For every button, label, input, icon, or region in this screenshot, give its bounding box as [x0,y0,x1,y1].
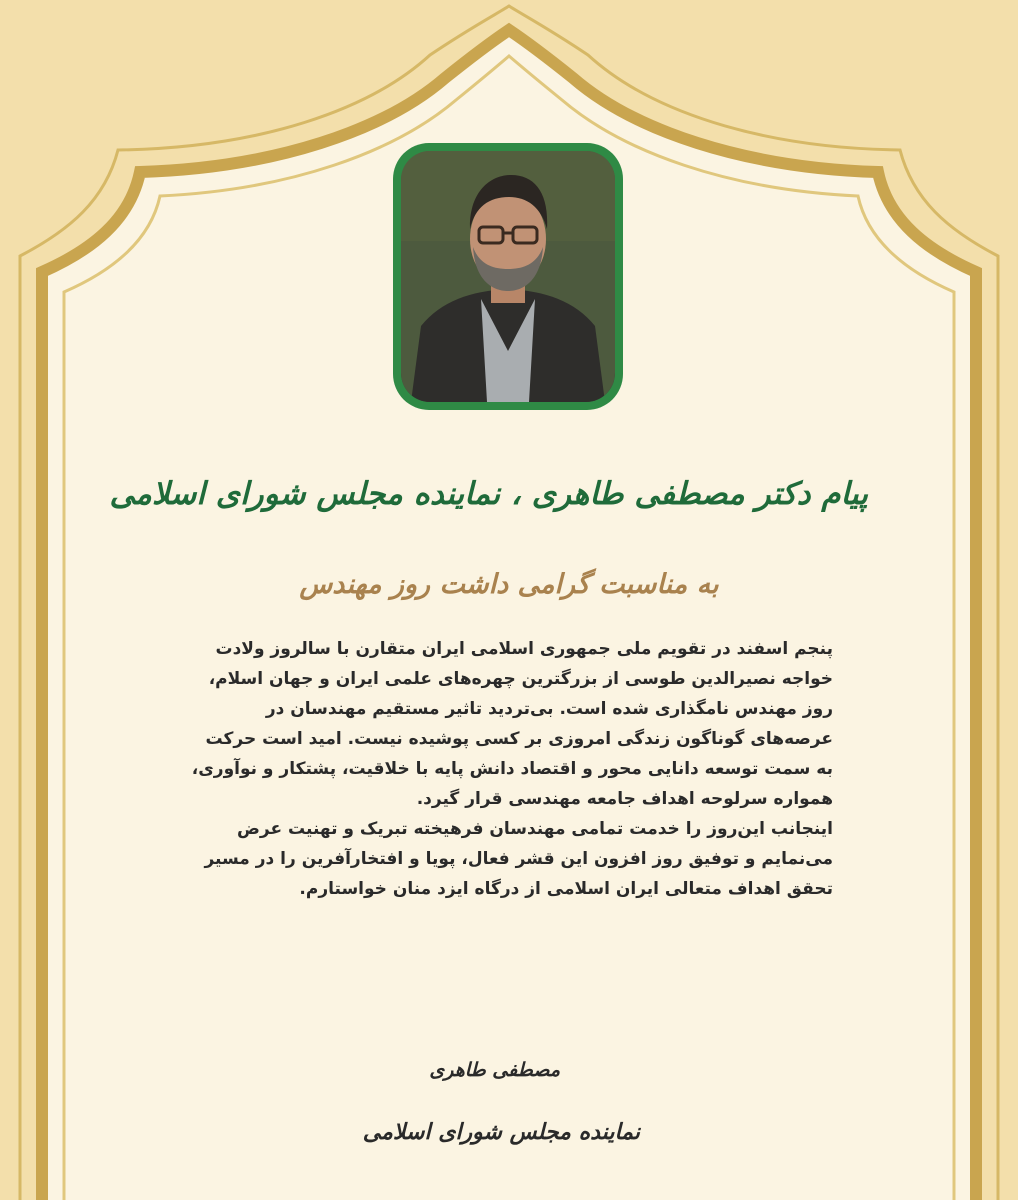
portrait-frame [393,143,623,410]
page-subtitle: به مناسبت گرامی داشت روز مهندس [299,569,719,600]
message-paragraph: اینجانب این‌روز را خدمت تمامی مهندسان فرهیخته تبریک و تهنیت عرض می‌نمایم و توفیق روز افزون این قشر فعال، پویا و افتخارآفرین را در مسیر تحقق اهداف متعالی ایران اسلامی از درگاه ایزد منان خواستارم. [204,819,833,899]
signature-role: نماینده مجلس شورای اسلامی [362,1119,640,1145]
message-body [185,634,833,904]
page-title: پیام دکتر مصطفی طاهری ، نماینده مجلس شورای اسلامی [109,476,868,512]
portrait-photo [401,151,615,402]
signature-name: مصطفی طاهری [429,1059,560,1081]
message-paragraph: پنجم اسفند در تقویم ملی جمهوری اسلامی ایران متقارن با سالروز ولادت خواجه نصیرالدین طوسی از بزرگترین چهره‌های علمی ایران و جهان اسلام، روز مهندس نامگذاری شده است. بی‌تردید تاثیر مستقیم مهندسان در عرصه‌های گوناگون زندگی امروزی بر کسی پوشیده نیست. امید است حرکت به سمت توسعه دانایی محور و اقتصاد دانش پایه با خلاقیت، پشتکار و نوآوری، همواره سرلوحه اهداف جامعه مهندسی قرار گیرد. [191,639,833,809]
